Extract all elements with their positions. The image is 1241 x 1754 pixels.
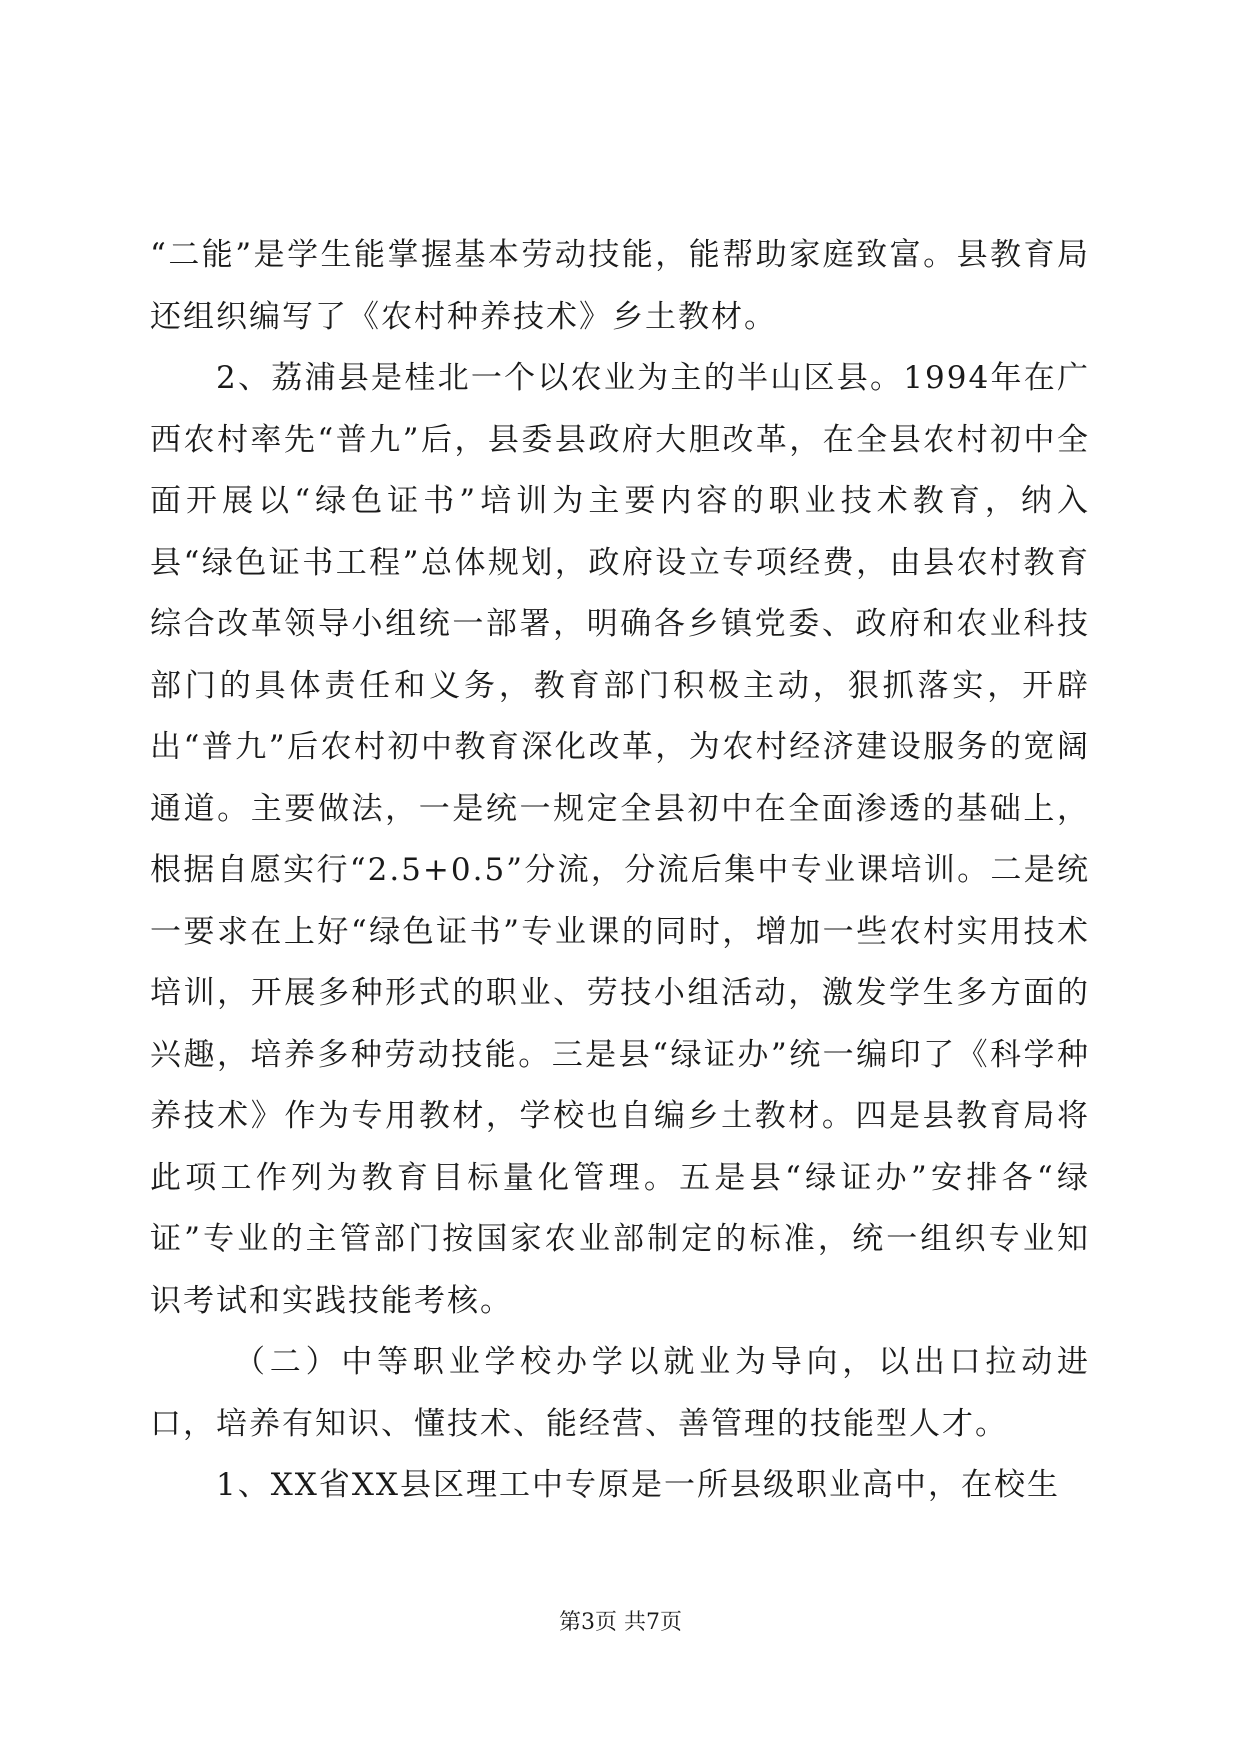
page-number-footer: 第3页 共7页 [559, 1610, 682, 1635]
paragraph-section-two-heading: （二）中等职业学校办学以就业为导向，以出口拉动进口，培养有知识、懂技术、能经营、善管理的技能型人才。 [150, 1344, 1090, 1442]
paragraph-ligong-school: 1、XX省XX县区理工中专原是一所县级职业高中，在校生 [216, 1467, 1060, 1503]
paragraph-continuation: “二能”是学生能掌握基本劳动技能，能帮助家庭致富。县教育局还组织编写了《农村种养技术》乡土教材。 [150, 237, 1090, 335]
document-body [150, 225, 1090, 1517]
paragraph-lipu-county: 2、荔浦县是桂北一个以农业为主的半山区县。1994年在广西农村率先“普九”后，县委县政府大胆改革，在全县农村初中全面开展以“绿色证书”培训为主要内容的职业技术教育，纳入县“绿色证书工程”总体规划，政府设立专项经费，由县农村教育综合改革领导小组统一部署，明确各乡镇党委、政府和农业科技部门的具体责任和义务，教育部门积极主动，狠抓落实，开辟出“普九”后农村初中教育深化改革，为农村经济建设服务的宽阔通道。主要做法，一是统一规定全县初中在全面渗透的基础上，根据自愿实行“2.5+0.5”分流，分流后集中专业课培训。二是统一要求在上好“绿色证书”专业课的同时，增加一些农村实用技术培训，开展多种形式的职业、劳技小组活动，激发学生多方面的兴趣，培养多种劳动技能。三是县“绿证办”统一编印了《科学种养技术》作为专用教材，学校也自编乡土教材。四是县教育局将此项工作列为教育目标量化管理。五是县“绿证办”安排各“绿证”专业的主管部门按国家农业部制定的标准，统一组织专业知识考试和实践技能考核。 [150, 360, 1090, 1319]
